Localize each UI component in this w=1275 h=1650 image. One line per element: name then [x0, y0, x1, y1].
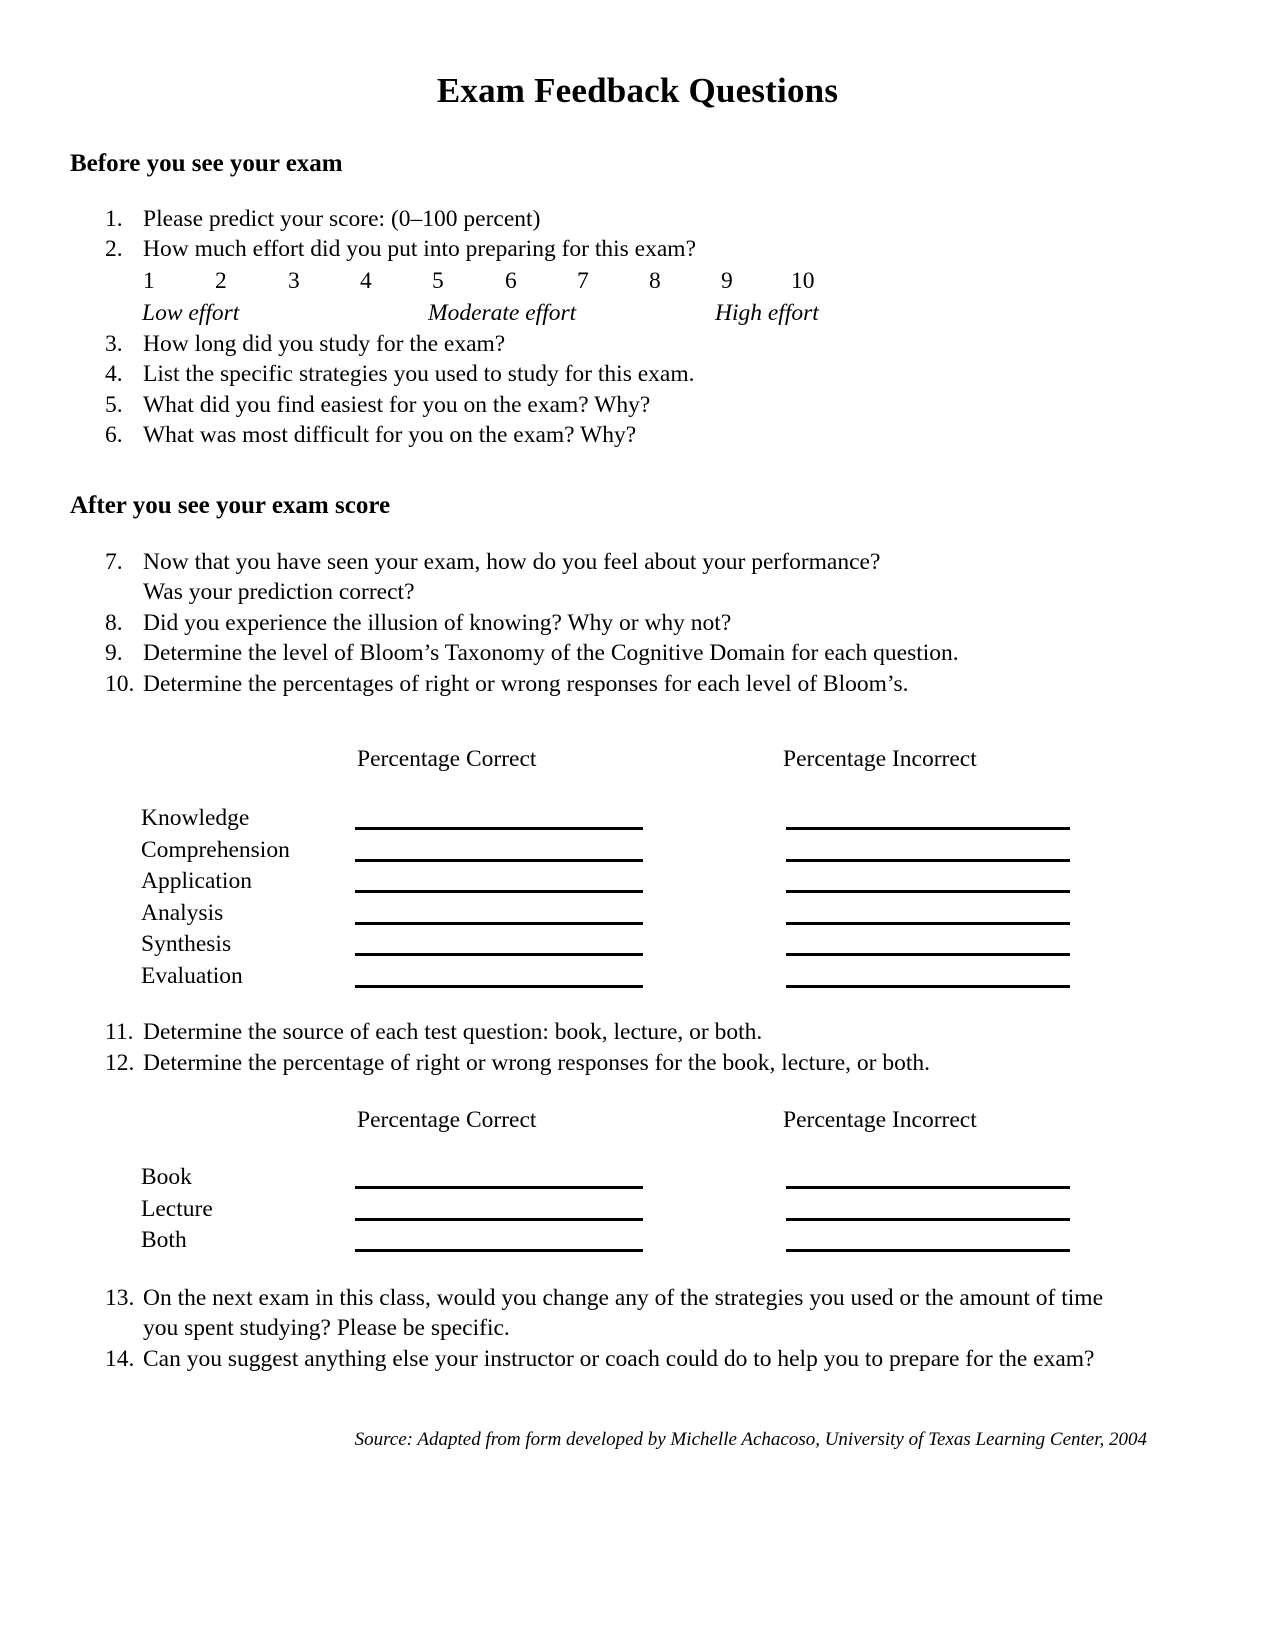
question-text: Determine the percentages of right or wrong responses for each level of Bloom’s. [143, 670, 909, 697]
input-application-correct[interactable] [355, 890, 643, 893]
question-item-11 [0, 1017, 1275, 1048]
row-label-evaluation: Evaluation [141, 962, 243, 989]
question-block-source [0, 992, 1275, 1078]
row-label-knowledge: Knowledge [141, 805, 250, 831]
scale-number-10: 10 [791, 267, 815, 294]
question-block-after [0, 521, 1275, 700]
row-label-analysis: Analysis [141, 899, 224, 926]
scale-number-5: 5 [432, 267, 444, 294]
question-number: 14. [105, 1345, 135, 1372]
input-synthesis-correct[interactable] [355, 953, 643, 956]
spacer [0, 777, 1275, 803]
table-row [0, 929, 1275, 961]
question-text: On the next exam in this class, would you change any of the strategies you used or the amount of time [143, 1284, 1104, 1311]
question-item-9 [0, 638, 1275, 669]
question-list-after [0, 547, 1275, 700]
input-both-correct[interactable] [355, 1249, 643, 1252]
spacer [0, 1138, 1275, 1162]
scale-number-2: 2 [215, 267, 227, 294]
column-header-percentage-incorrect: Percentage Incorrect [783, 746, 977, 772]
question-number: 6. [105, 422, 123, 448]
question-list-before [0, 204, 1275, 265]
question-number: 1. [105, 205, 123, 232]
table-row [0, 961, 1275, 993]
input-comprehension-correct[interactable] [355, 859, 643, 862]
input-synthesis-incorrect[interactable] [786, 953, 1070, 956]
table-row [0, 866, 1275, 898]
bloom-response-table [0, 699, 1275, 992]
input-evaluation-incorrect[interactable] [786, 985, 1070, 988]
question-number: 8. [105, 609, 123, 636]
scale-number-1: 1 [143, 267, 155, 294]
question-item-3 [0, 329, 1275, 360]
section-heading-after-exam: After you see your exam score [70, 491, 391, 519]
column-header-percentage-correct: Percentage Correct [357, 1107, 537, 1133]
question-text-continuation-13: you spent studying? Please be specific. [143, 1315, 510, 1341]
source-attribution: Source: Adapted from form developed by Michelle Achacoso, University of Texas Learning Center, 2004 [354, 1429, 1147, 1450]
table-row [0, 835, 1275, 867]
question-item-10 [0, 669, 1275, 700]
scale-number-9: 9 [721, 267, 733, 294]
question-item-1 [0, 204, 1275, 235]
scale-anchor-low: Low effort [142, 299, 240, 326]
input-application-incorrect[interactable] [786, 890, 1070, 893]
question-text: Did you experience the illusion of knowing? Why or why not? [143, 609, 732, 636]
input-lecture-correct[interactable] [355, 1218, 643, 1221]
section-heading-before-exam: Before you see your exam [70, 149, 343, 177]
input-knowledge-correct[interactable] [355, 827, 643, 830]
scale-number-8: 8 [649, 267, 661, 294]
input-lecture-incorrect[interactable] [786, 1218, 1070, 1221]
question-list-source [0, 1017, 1275, 1078]
page-title: Exam Feedback Questions [436, 71, 839, 110]
question-text: Determine the source of each test question: book, lecture, or both. [143, 1019, 763, 1045]
table-row [0, 803, 1275, 835]
question-number: 2. [105, 236, 123, 262]
question-block-before [0, 179, 1275, 451]
question-text: What did you find easiest for you on the exam? Why? [143, 391, 651, 418]
table-row [0, 898, 1275, 930]
question-number: 9. [105, 640, 123, 666]
scale-number-6: 6 [505, 267, 517, 294]
input-book-incorrect[interactable] [786, 1186, 1070, 1189]
question-text: List the specific strategies you used to study for this exam. [143, 361, 695, 387]
source-response-table [0, 1078, 1275, 1257]
question-number: 4. [105, 361, 123, 387]
question-item-7 [0, 547, 1275, 578]
effort-scale-numbers [0, 265, 1275, 297]
question-number: 10. [105, 670, 135, 697]
question-text: Determine the level of Bloom’s Taxonomy of the Cognitive Domain for each question. [143, 640, 959, 666]
scale-number-3: 3 [288, 267, 300, 294]
row-label-both: Both [141, 1227, 187, 1253]
table-row [0, 1194, 1275, 1226]
question-number: 11. [105, 1019, 134, 1045]
question-item-2 [0, 234, 1275, 265]
input-comprehension-incorrect[interactable] [786, 859, 1070, 862]
input-evaluation-correct[interactable] [355, 985, 643, 988]
row-label-synthesis: Synthesis [141, 931, 232, 957]
question-text: Please predict your score: (0–100 percent) [143, 205, 541, 232]
bloom-table-header [0, 741, 1275, 777]
question-item-4 [0, 359, 1275, 390]
question-list-before-cont [0, 329, 1275, 451]
scale-number-4: 4 [360, 267, 372, 294]
question-item-8 [0, 608, 1275, 639]
question-number: 5. [105, 391, 123, 418]
table-row [0, 1225, 1275, 1257]
question-item-5 [0, 390, 1275, 421]
question-block-final [0, 1257, 1275, 1375]
row-label-comprehension: Comprehension [141, 836, 290, 863]
question-item-12 [0, 1048, 1275, 1079]
question-number: 3. [105, 330, 123, 357]
column-header-percentage-correct: Percentage Correct [357, 746, 537, 772]
column-header-percentage-incorrect: Percentage Incorrect [783, 1107, 977, 1133]
table-row [0, 1162, 1275, 1194]
question-text-continuation-7: Was your prediction correct? [143, 579, 415, 605]
scale-anchor-mid: Moderate effort [428, 299, 577, 326]
input-analysis-correct[interactable] [355, 922, 643, 925]
effort-scale-anchors [0, 297, 1275, 329]
question-number: 7. [105, 548, 123, 575]
question-text: What was most difficult for you on the exam? Why? [143, 422, 637, 448]
row-label-lecture: Lecture [141, 1195, 213, 1222]
question-number: 12. [105, 1049, 135, 1076]
question-number: 13. [105, 1284, 135, 1311]
row-label-application: Application [141, 868, 252, 894]
question-item-14 [0, 1344, 1275, 1375]
question-item-13 [0, 1283, 1275, 1314]
question-list-final [0, 1283, 1275, 1375]
input-knowledge-incorrect[interactable] [786, 827, 1070, 830]
question-item-6 [0, 420, 1275, 451]
question-text: Determine the percentage of right or wrong responses for the book, lecture, or both. [143, 1049, 930, 1076]
question-text: How long did you study for the exam? [143, 330, 506, 357]
input-both-incorrect[interactable] [786, 1249, 1070, 1252]
scale-number-7: 7 [577, 267, 589, 294]
input-analysis-incorrect[interactable] [786, 922, 1070, 925]
input-book-correct[interactable] [355, 1186, 643, 1189]
question-text: Now that you have seen your exam, how do you feel about your performance? [143, 548, 881, 575]
scale-anchor-high: High effort [715, 299, 819, 326]
source-table-header [0, 1102, 1275, 1138]
question-text: Can you suggest anything else your instructor or coach could do to help you to prepare for the exam? [143, 1345, 1095, 1372]
question-text: How much effort did you put into preparing for this exam? [143, 236, 696, 262]
row-label-book: Book [141, 1164, 192, 1190]
